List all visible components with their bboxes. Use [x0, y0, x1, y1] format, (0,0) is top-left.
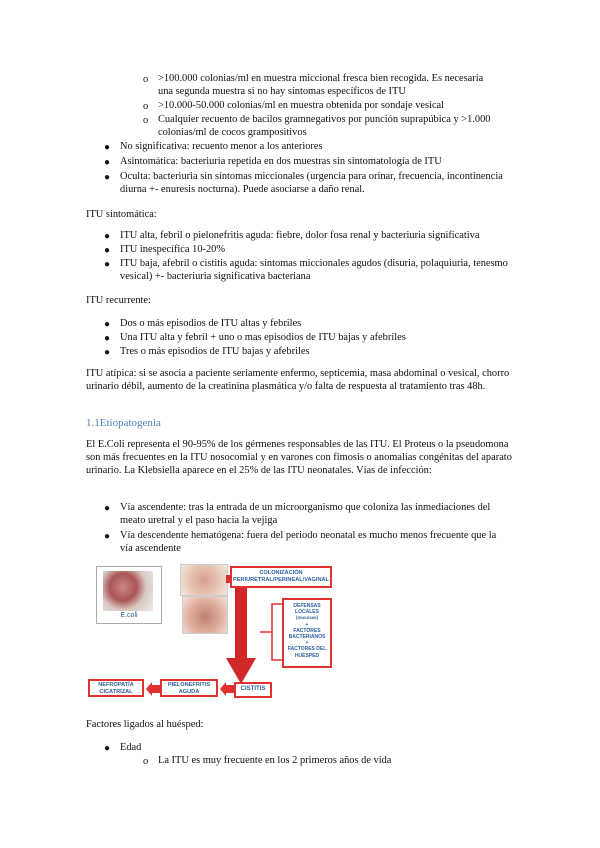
etiopathogenesis-figure: [86, 562, 334, 702]
nefropatia-box: NEFROPATÍA CICATRIZAL: [88, 679, 144, 697]
bullet: ●: [104, 231, 111, 242]
sub-bullet: o: [143, 101, 149, 112]
list-item: >100.000 colonias/ml en muestra miccional fresca bien recogida. Es necesaria una segunda muestra si no hay síntomas específicos de ITU: [158, 73, 484, 98]
plus-sign: +: [305, 621, 309, 628]
ecoli-image: [96, 566, 162, 624]
defensas-sub-label: (mucosas): [296, 615, 318, 621]
bullet: ●: [104, 503, 111, 514]
bullet: ●: [104, 172, 111, 183]
bullet: ●: [104, 743, 111, 754]
urethra-image: [182, 596, 228, 634]
plus-sign: +: [305, 640, 309, 647]
list-item: Vía ascendente: tras la entrada de un microorganismo que coloniza las inmediaciones del meato uretral y el paso hacia la vejiga: [120, 502, 491, 527]
bullet: ●: [104, 259, 111, 270]
list-item: ITU inespecífica 10-20%: [120, 244, 226, 255]
list-item: >10.000-50.000 colonias/ml en muestra obtenida por sondaje vesical: [158, 100, 445, 111]
perineal-image: [180, 564, 228, 596]
list-item: No significativa: recuento menor a los anteriores: [120, 141, 323, 152]
pielonefritis-box: PIELONEFRITIS AGUDA: [160, 679, 218, 697]
bullet: ●: [104, 347, 111, 358]
list-item: ITU alta, febril o pielonefritis aguda: fiebre, dolor fosa renal y bacteriuria significativa: [120, 230, 480, 241]
arrow-down-icon: [226, 588, 256, 684]
bacteria-micrograph: [103, 571, 153, 611]
list-item: Oculta: bacteriuria sin síntomas miccionales (urgencia para orinar, frecuencia, incontinencia diurna +- enuresis nocturna). Puede asociarse a daño renal.: [120, 171, 503, 196]
paragraph: El E.Coli representa el 90-95% de los gérmenes responsables de las ITU. El Proteus o la pseudomona son más frecuentes en la ITU nosocomial y en varones con fimosis o anomalías congénitas del aparato urinario. La Klebsiella aparece en el 25% de las ITU neonatales. Vías de infección:: [86, 439, 512, 477]
bullet: ●: [104, 142, 111, 153]
section-heading: 1.1Etiopatogenia: [86, 417, 161, 429]
list-item: ITU baja, afebril o cistitis aguda: síntomas miccionales agudos (disuria, polaquiuria, tenesmo vesical) +- bacteriuria significativa bacteriana: [120, 258, 508, 283]
section-title: ITU sintomática:: [86, 209, 157, 220]
list-item: Una ITU alta y febril + uno o mas episodios de ITU bajas y afebriles: [120, 332, 406, 343]
factores-huesped-label: FACTORES DEL HUÉSPED: [287, 646, 327, 659]
bullet: ●: [104, 245, 111, 256]
bullet: ●: [104, 157, 111, 168]
defensas-label: DEFENSAS LOCALES: [293, 603, 321, 616]
colonizacion-box: COLONIZACIÓN PERIURETRAL/PERINEAL/VAGINAL: [230, 566, 332, 588]
list-item: Dos o más episodios de ITU altas y febriles: [120, 318, 302, 329]
bullet: ●: [104, 531, 111, 542]
list-item: Tres o más episodios de ITU bajas y afebriles: [120, 346, 310, 357]
bracket-icon: [260, 602, 282, 662]
list-item: Vía descendente hematógena: fuera del periodo neonatal es mucho menos frecuente que la vía ascendente: [120, 530, 497, 555]
bullet: ●: [104, 333, 111, 344]
list-item: La ITU es muy frecuente en los 2 primeros años de vida: [158, 755, 392, 766]
paragraph: ITU atípica: si se asocia a paciente seriamente enfermo, septicemia, masa abdominal o vesical, chorro urinario débil, aumento de la creatinina plasmática y/o falta de respuesta al tratamiento tras 48h.: [86, 368, 510, 393]
arrow-left-icon: [220, 682, 234, 696]
ecoli-label: E.coli: [120, 611, 138, 619]
bullet: ●: [104, 319, 111, 330]
section-title: Factores ligados al huésped:: [86, 719, 204, 730]
arrow-left-icon: [146, 682, 160, 696]
sub-bullet: o: [143, 115, 149, 126]
sub-bullet: o: [143, 74, 149, 85]
sub-bullet: o: [143, 756, 149, 767]
list-item: Asintomática: bacteriuria repetida en dos muestras sin sintomatología de ITU: [120, 156, 442, 167]
factores-bacterianos-label: FACTORES BACTERIANOS: [288, 627, 326, 641]
factors-box: [282, 598, 332, 668]
list-item: Edad: [120, 742, 142, 753]
section-title: ITU recurrente:: [86, 295, 151, 306]
list-item: Cualquier recuento de bacilos gramnegativos por punción suprapúbica y >1.000 colonias/ml de cocos grampositivos: [158, 114, 491, 139]
cistitis-box: CISTITIS: [234, 682, 272, 698]
